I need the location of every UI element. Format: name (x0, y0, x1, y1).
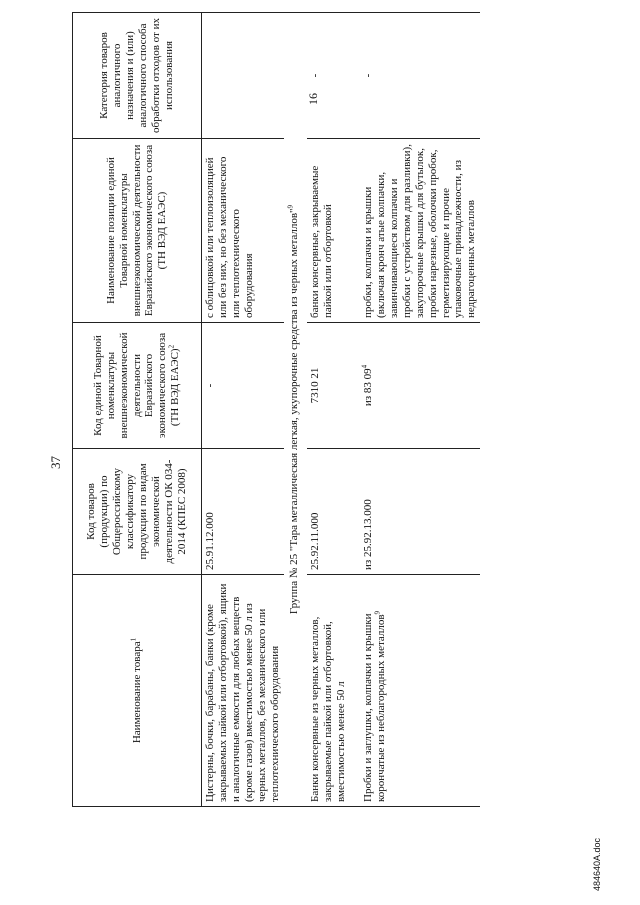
cell-tnved-code: - (202, 323, 284, 449)
header-category: Категория товаров аналогичного назначения и (или) аналогичного способа обработки отходов от их использования (73, 13, 202, 139)
cell-okpd-code: 25.92.11.000 (307, 449, 350, 575)
group-title: Группа № 25 "Тара металлическая легкая, укупорочные средства из черных металлов"$^9$ (284, 13, 307, 807)
header-goods-name: Наименование товара$^1$ (73, 575, 202, 807)
table-header-row (73, 13, 202, 807)
goods-table (72, 12, 480, 807)
cell-tnved-position: банки консервные, закрываемые пайкой или отбортовкой (307, 139, 350, 323)
cell-goods-name: Пробки и заглушки, колпачки и крышки корончатые из неблагородных металлов$^9$ (350, 575, 481, 807)
header-okpd-code: Код товаров (продукции) по Общероссийскому классификатору продукции по видам экономической деятельности ОК 034-2014 (КПЕС 2008) (73, 449, 202, 575)
cell-okpd-code: 25.91.12.000 (202, 449, 284, 575)
cell-goods-name: Цистерны, бочки, барабаны, банки (кроме закрываемых пайкой или отбортовкой), ящики и аналогичные емкости для любых веществ (кроме газов) вместимостью менее 50 л из черных металлов, без механического или теплотехнического оборудования (202, 575, 284, 807)
group-heading-row (284, 13, 307, 807)
side-number: 16 (306, 93, 320, 105)
cell-tnved-position: с облицовкой или теплоизоляцией или без них, но без механического или теплотехнического оборудования (202, 139, 284, 323)
cell-goods-name: Банки консервные из черных металлов, закрываемые пайкой или отбортовкой, вместимостью менее 50 л (307, 575, 350, 807)
cell-tnved-position: пробки, колпачки и крышки (включая кронч атые колпачки, завинчивающиеся колпачки и пробки с устройством для разливки), закупорочные крышки для бутылок, пробки нарезные, оболочки пробок, герметизирующие и прочие упаковочные принадлежности, из недрагоценных металлов (350, 139, 481, 323)
file-name-footer: 484640А.doc (592, 837, 602, 891)
cell-category: - (350, 13, 481, 139)
page-number: 37 (48, 456, 63, 469)
table-row (350, 13, 481, 807)
cell-category: - (307, 13, 350, 139)
header-tnved-code: Код единой Товарной номенклатуры внешнеэкономической деятельности Евразийского экономического союза (ТН ВЭД ЕАЭС)$^2$ (73, 323, 202, 449)
cell-okpd-code: из 25.92.13.000 (350, 449, 481, 575)
table-row (202, 13, 284, 807)
cell-tnved-code: 7310 21 (307, 323, 350, 449)
cell-tnved-code: из 83 $09^4$ (350, 323, 481, 449)
table-row (307, 13, 350, 807)
cell-category (202, 13, 284, 139)
header-tnved-position: Наименование позиции единой Товарной номенклатуры внешнеэкономической деятельности Евразийского экономического союза (ТН ВЭД ЕАЭС) (73, 139, 202, 323)
